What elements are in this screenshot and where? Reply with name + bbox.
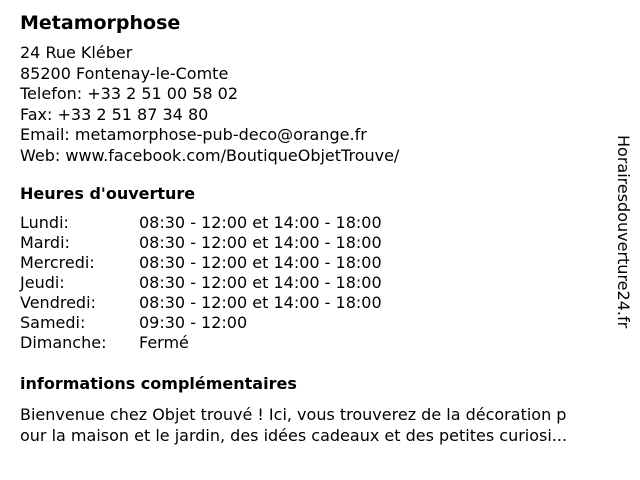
time-value: 08:30 - 12:00 et 14:00 - 18:00 xyxy=(139,273,382,292)
day-label: Dimanche: xyxy=(20,333,107,352)
day-label: Jeudi: xyxy=(20,273,65,292)
time-value: 08:30 - 12:00 et 14:00 - 18:00 xyxy=(139,233,382,252)
day-label: Vendredi: xyxy=(20,293,96,312)
fax-number: Fax: +33 2 51 87 34 80 xyxy=(20,104,209,124)
business-name: Metamorphose xyxy=(20,12,181,34)
description xyxy=(20,404,620,446)
day-label: Mercredi: xyxy=(20,253,95,272)
description-line: Bienvenue chez Objet trouvé ! Ici, vous trouverez de la décoration p xyxy=(20,405,567,424)
description-line: our la maison et le jardin, des idées cadeaux et des petites curiosi... xyxy=(20,426,568,445)
email-address: Email: metamorphose-pub-deco@orange.fr xyxy=(20,125,367,144)
day-label: Lundi: xyxy=(20,213,69,232)
city-address: 85200 Fontenay-le-Comte xyxy=(20,63,229,83)
phone-number: Telefon: +33 2 51 00 58 02 xyxy=(20,84,239,103)
website-link: Web: www.facebook.com/BoutiqueObjetTrouve/ xyxy=(20,145,400,165)
hours-heading: Heures d'ouverture xyxy=(20,184,196,203)
time-value: 08:30 - 12:00 et 14:00 - 18:00 xyxy=(139,253,382,272)
street-address: 24 Rue Kléber xyxy=(20,43,133,62)
time-value: 08:30 - 12:00 et 14:00 - 18:00 xyxy=(139,293,382,312)
day-label: Mardi: xyxy=(20,233,70,252)
info-heading: informations complémentaires xyxy=(20,374,297,393)
site-watermark: Horairesdouverture24.fr xyxy=(614,135,633,329)
time-value: 09:30 - 12:00 xyxy=(139,313,248,332)
contact-block xyxy=(20,43,399,166)
day-label: Samedi: xyxy=(20,313,86,332)
time-value: 08:30 - 12:00 et 14:00 - 18:00 xyxy=(139,213,382,232)
time-value: Fermé xyxy=(139,333,189,352)
